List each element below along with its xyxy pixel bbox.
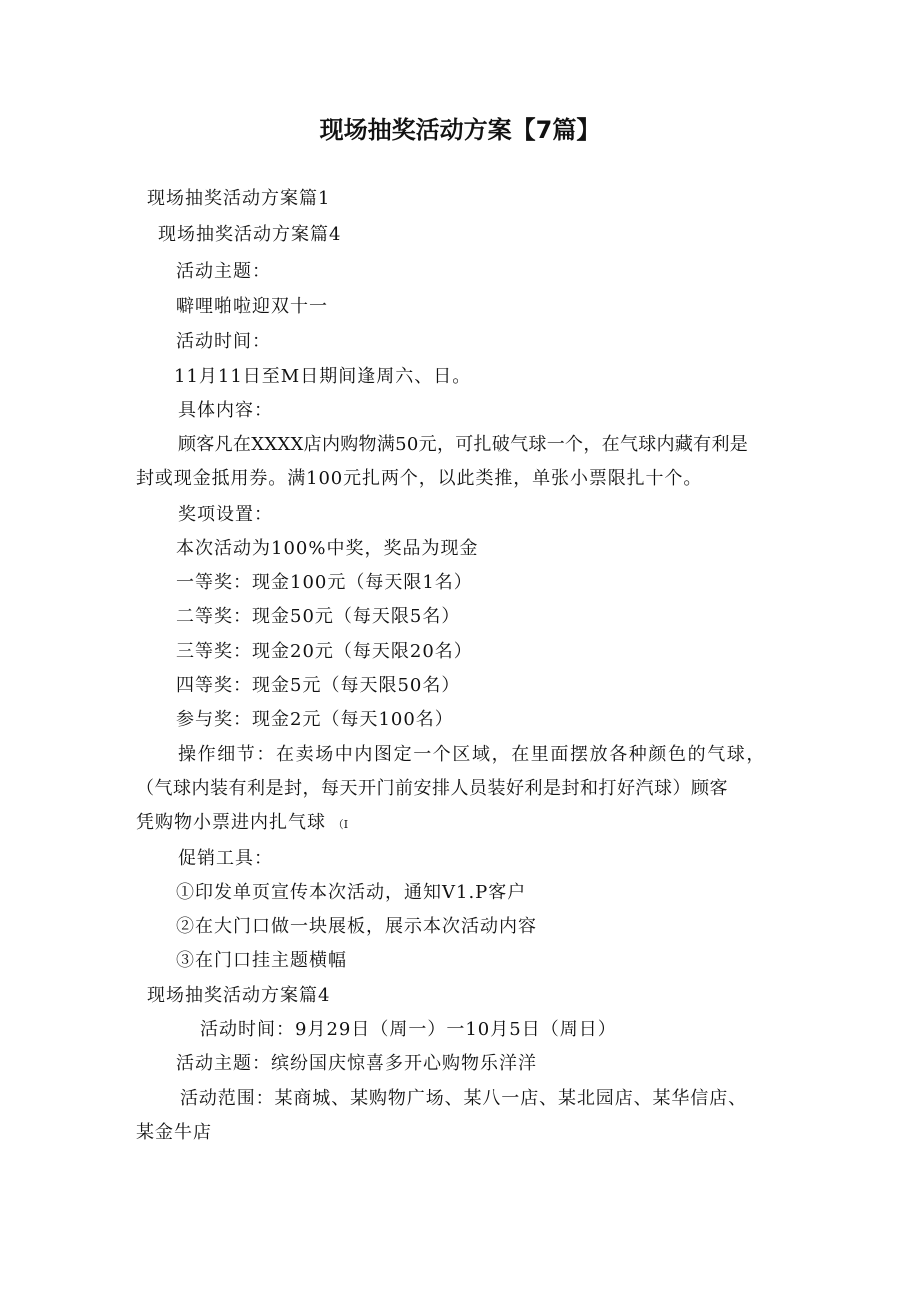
paragraph-line: （气球内装有利是封，每天开门前安排人员装好利是封和打好汽球）顾客 xyxy=(136,778,728,799)
list-item: ②在大门口做一块展板，展示本次活动内容 xyxy=(176,916,537,937)
prize-line: 三等奖：现金20元（每天限20名） xyxy=(176,641,473,662)
prize-line: 二等奖：现金50元（每天限5名） xyxy=(176,606,461,627)
paragraph-line: 活动时间：9月29日（周一）一10月5日（周日） xyxy=(200,1019,617,1040)
paragraph-line: 活动主题： xyxy=(176,261,271,282)
prize-line: 一等奖：现金100元（每天限1名） xyxy=(176,572,473,593)
paragraph-line: 活动主题：缤纷国庆惊喜多开心购物乐洋洋 xyxy=(176,1053,537,1074)
paragraph-line: 活动范围：某商城、某购物广场、某八一店、某北园店、某华信店、 xyxy=(180,1088,747,1109)
paragraph-text: 凭购物小票进内扎气球 xyxy=(136,812,326,833)
list-item: ③在门口挂主题横幅 xyxy=(176,950,347,971)
paragraph-line: 活动时间： xyxy=(176,331,271,352)
paragraph-line xyxy=(136,810,348,838)
paragraph-line: 促销工具： xyxy=(178,848,273,869)
section-heading-1: 现场抽奖活动方案篇1 xyxy=(147,188,331,209)
text-fragment: （I xyxy=(332,818,349,831)
paragraph-line: 本次活动为100%中奖，奖品为现金 xyxy=(176,538,479,559)
section-heading-3: 现场抽奖活动方案篇4 xyxy=(147,985,331,1006)
prize-line: 参与奖：现金2元（每天100名） xyxy=(176,709,454,730)
prize-line: 四等奖：现金5元（每天限50名） xyxy=(176,675,461,696)
paragraph-line: 噼哩啪啦迎双十一 xyxy=(176,296,328,317)
paragraph-line: 11月11日至M日期间逢周六、日。 xyxy=(174,366,472,387)
section-heading-2: 现场抽奖活动方案篇4 xyxy=(158,224,342,245)
paragraph-line: 具体内容： xyxy=(178,400,273,421)
paragraph-line: 操作细节：在卖场中内图定一个区域，在里面摆放各种颜色的气球， xyxy=(178,744,766,765)
list-item: ①印发单页宣传本次活动，通知V1.P客户 xyxy=(176,882,527,903)
paragraph-line: 顾客凡在XXXX店内购物满50元，可扎破气球一个，在气球内藏有利是 xyxy=(178,434,749,455)
paragraph-line: 封或现金抵用券。满100元扎两个，以此类推，单张小票限扎十个。 xyxy=(136,468,703,489)
document-title: 现场抽奖活动方案【7篇】 xyxy=(319,116,601,144)
paragraph-line: 奖项设置： xyxy=(178,504,273,525)
paragraph-line: 某金牛店 xyxy=(136,1122,212,1143)
